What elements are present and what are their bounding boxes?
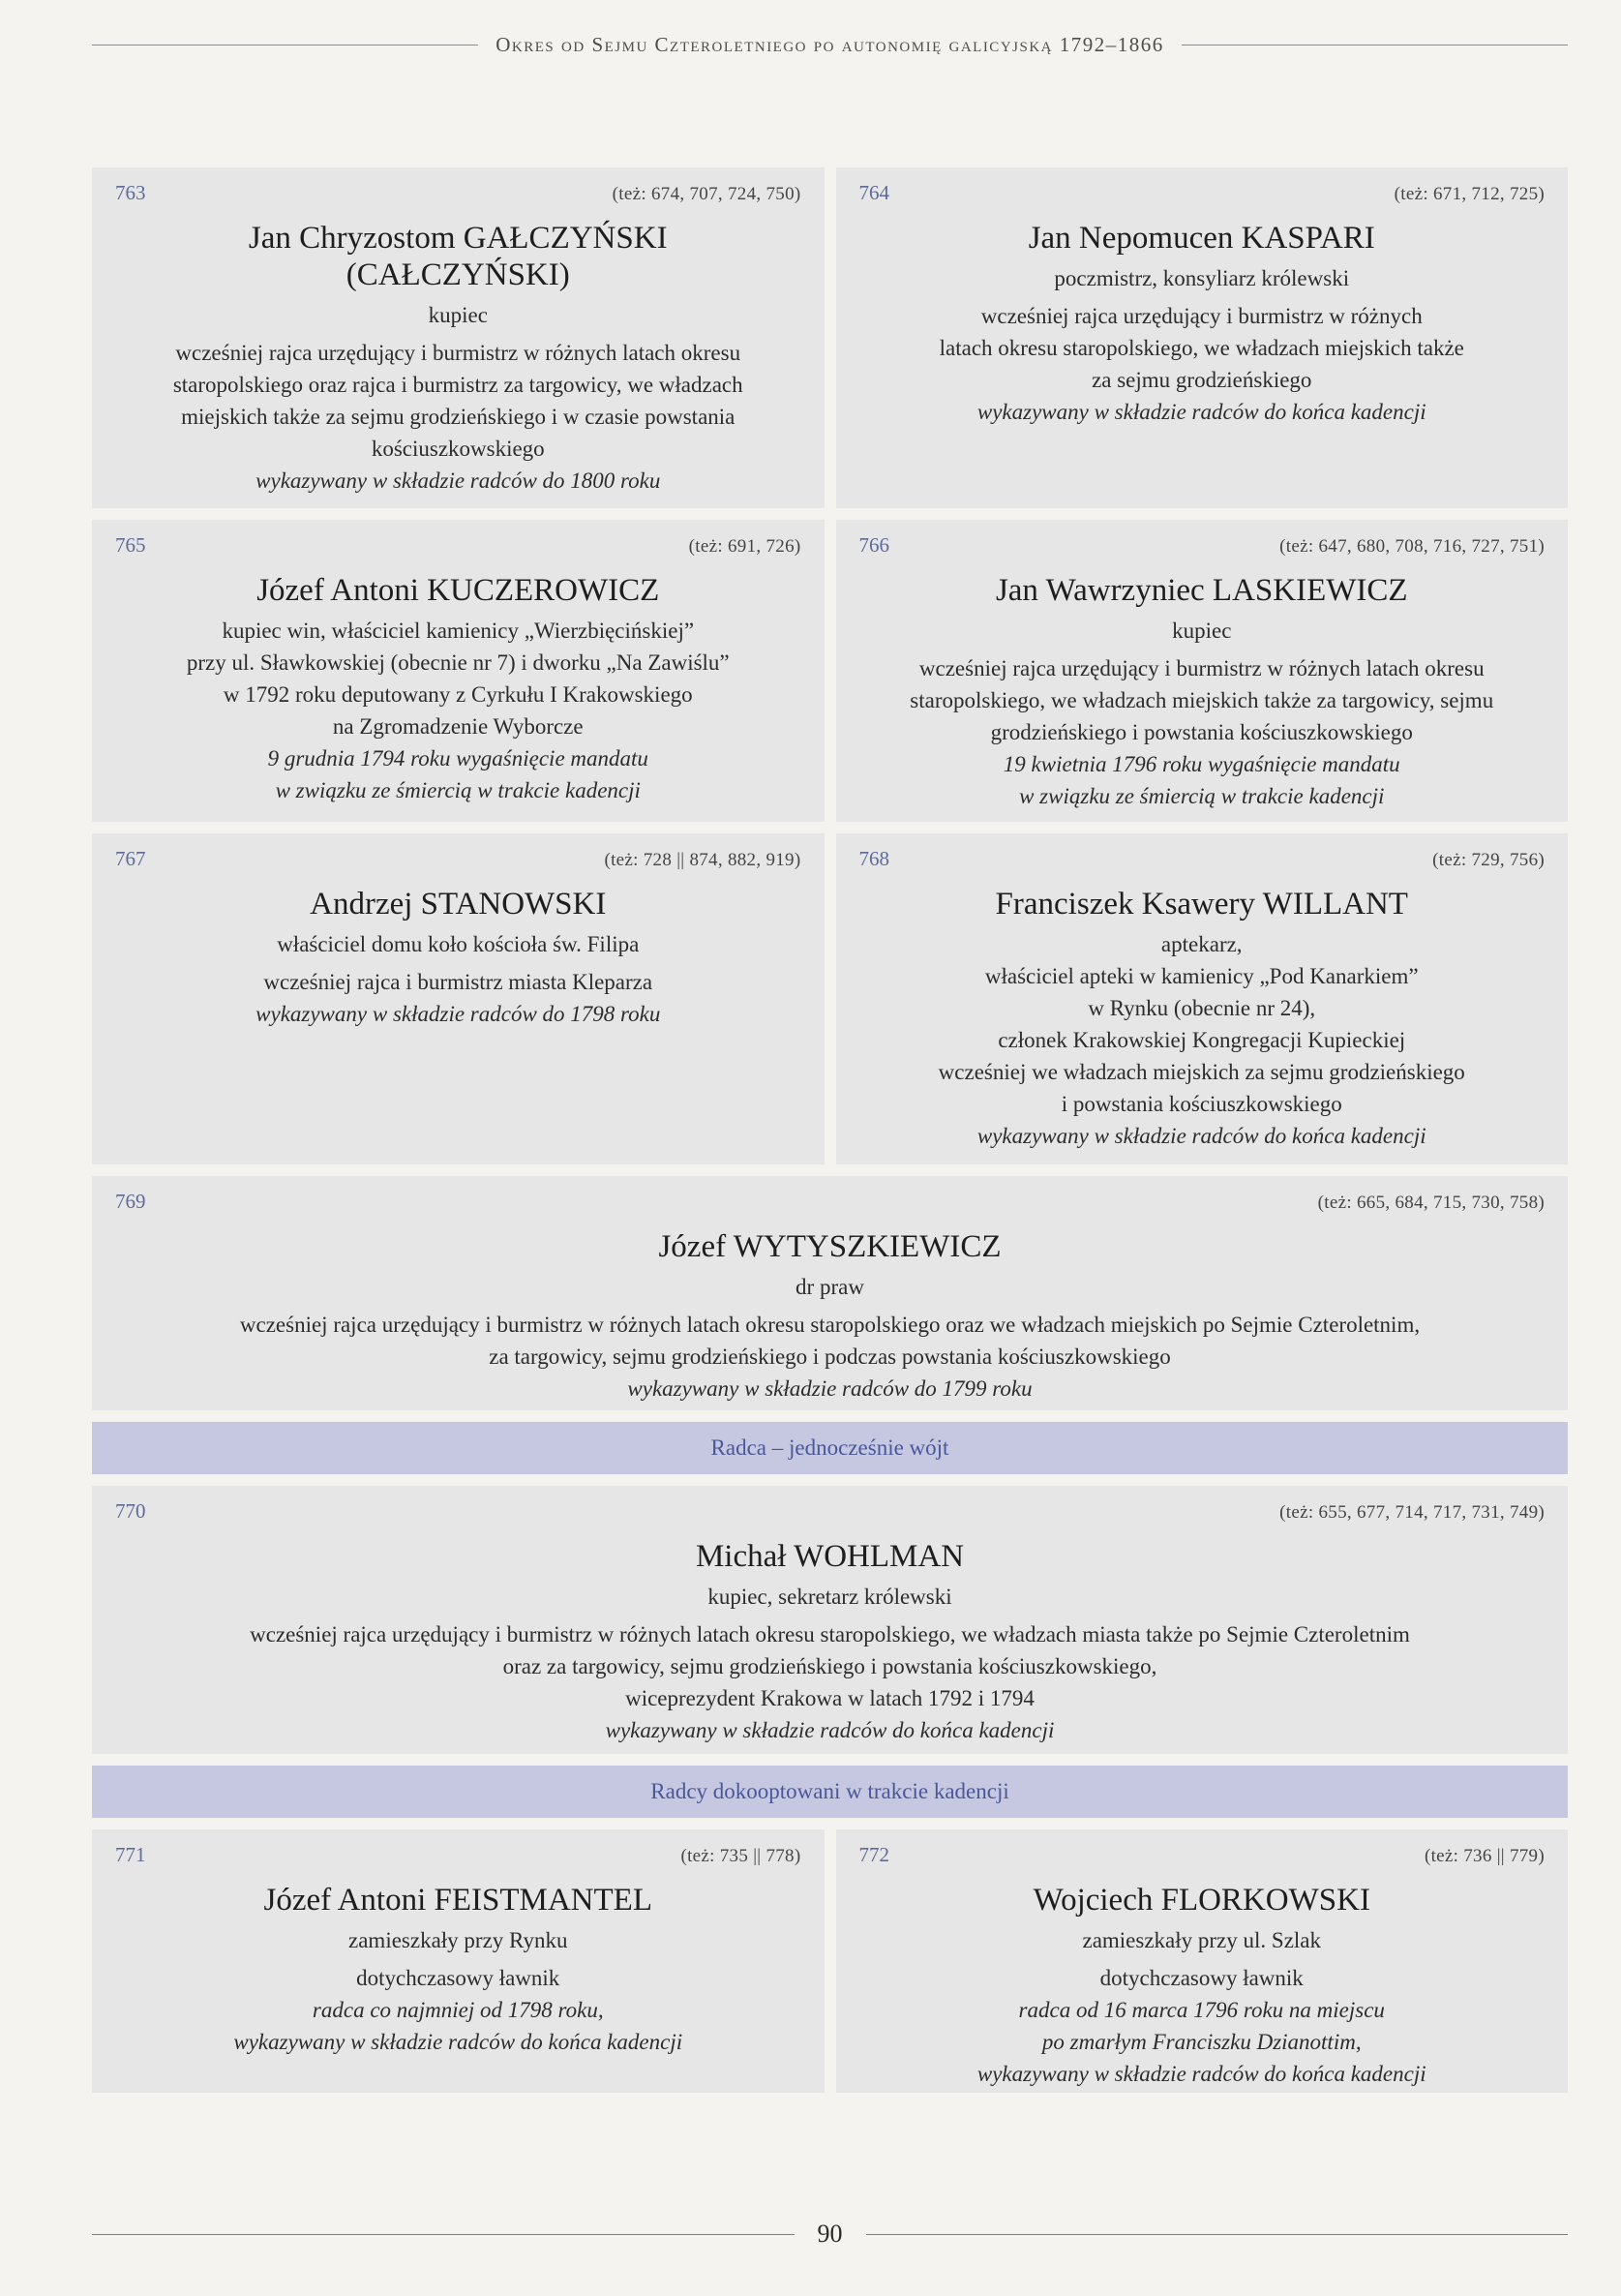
section-heading-coopted: Radcy dokooptowani w trakcie kadencji xyxy=(92,1766,1568,1818)
running-head xyxy=(92,27,1568,62)
career-line: na Zgromadzenie Wyborcze xyxy=(332,714,584,739)
career-line: wcześniej rajca urzędujący i burmistrz w różnych latach okresu xyxy=(918,656,1485,680)
entry-770 xyxy=(92,1486,1568,1754)
career-line: wcześniej rajca urzędujący i burmistrz w różnych latach okresu staropolskiego, we władzach miasta także po Sejmie Czteroletnim xyxy=(250,1622,1410,1646)
career-line: dotychczasowy ławnik xyxy=(1099,1966,1304,1990)
tenure-note: wykazywany w składzie radców do końca kadencji xyxy=(605,1718,1055,1742)
career-line: wcześniej rajca i burmistrz miasta Kleparza xyxy=(263,970,653,994)
career-line: w 1792 roku deputowany z Cyrkułu I Krakowskiego xyxy=(223,682,693,707)
entry-766 xyxy=(836,520,1569,822)
occupation: kupiec xyxy=(1172,619,1232,643)
career-line: grodzieńskiego i powstania kościuszkowskiego xyxy=(990,720,1413,744)
cross-references: (też: 691, 726) xyxy=(688,536,801,557)
career-line: wiceprezydent Krakowa w latach 1792 i 1794 xyxy=(625,1686,1035,1710)
tenure-note: wykazywany w składzie radców do końca kadencji xyxy=(976,2062,1426,2086)
entry-771 xyxy=(92,1829,825,2093)
entry-765 xyxy=(92,520,825,822)
person-name: Wojciech FLORKOWSKI xyxy=(1033,1883,1370,1918)
occupation: członek Krakowskiej Kongregacji Kupieckiej xyxy=(998,1028,1406,1052)
person-name: Jan Wawrzyniec LASKIEWICZ xyxy=(995,573,1408,608)
page-number: 90 xyxy=(817,2220,843,2248)
career-line: wcześniej we władzach miejskich za sejmu grodzieńskiego xyxy=(938,1060,1465,1084)
entry-number: 770 xyxy=(115,1499,146,1523)
entries-list xyxy=(92,167,1568,2104)
entry-763 xyxy=(92,167,825,508)
tenure-note: radca od 16 marca 1796 roku na miejscu xyxy=(1018,1998,1385,2022)
entry-number: 768 xyxy=(858,847,889,870)
occupation: poczmistrz, konsyliarz królewski xyxy=(1054,266,1350,290)
occupation: dr praw xyxy=(795,1275,864,1299)
tenure-note: wykazywany w składzie radców do końca kadencji xyxy=(976,400,1426,424)
mandate-end-reason: w związku ze śmiercią w trakcie kadencji xyxy=(275,778,641,802)
residence: zamieszkały przy ul. Szlak xyxy=(1082,1928,1322,1952)
cross-references: (też: 735 || 778) xyxy=(680,1846,801,1866)
section-heading-mayor: Radca – jednocześnie wójt xyxy=(92,1422,1568,1474)
tenure-note: wykazywany w składzie radców do 1799 roku xyxy=(627,1376,1033,1401)
career-line: staropolskiego, we władzach miejskich także za targowicy, sejmu xyxy=(910,688,1494,712)
career-line: kościuszkowskiego xyxy=(371,437,545,461)
career-line: oraz za targowicy, sejmu grodzieńskiego i powstania kościuszkowskiego, xyxy=(502,1654,1157,1678)
residence: zamieszkały przy Rynku xyxy=(348,1928,568,1952)
career-line: staropolskiego oraz rajca i burmistrz za targowicy, we władzach xyxy=(172,373,743,397)
tenure-note: wykazywany w składzie radców do 1800 roku xyxy=(255,468,661,493)
occupation: w Rynku (obecnie nr 24), xyxy=(1088,996,1316,1020)
entry-number: 765 xyxy=(115,533,146,557)
mandate-end-note: 9 grudnia 1794 roku wygaśnięcie mandatu xyxy=(267,746,648,770)
entry-number: 763 xyxy=(115,181,146,204)
entry-764 xyxy=(836,167,1569,508)
entry-769 xyxy=(92,1176,1568,1410)
occupation: przy ul. Sławkowskiej (obecnie nr 7) i dworku „Na Zawiślu” xyxy=(186,650,730,675)
career-line: miejskich także za sejmu grodzieńskiego i w czasie powstania xyxy=(181,405,735,429)
occupation: kupiec xyxy=(428,303,488,327)
tenure-note: wykazywany w składzie radców do końca kadencji xyxy=(976,1124,1426,1148)
entry-number: 767 xyxy=(115,847,146,870)
occupation: właściciel domu koło kościoła św. Filipa xyxy=(277,932,640,956)
person-name: Józef Antoni FEISTMANTEL xyxy=(263,1883,652,1918)
entry-number: 764 xyxy=(858,181,889,204)
tenure-note: wykazywany w składzie radców do końca kadencji xyxy=(233,2030,683,2054)
cross-references: (też: 729, 756) xyxy=(1432,850,1545,870)
career-line: za sejmu grodzieńskiego xyxy=(1092,368,1312,392)
career-line: wcześniej rajca urzędujący i burmistrz w różnych latach okresu xyxy=(175,341,741,365)
tenure-note: wykazywany w składzie radców do 1798 roku xyxy=(255,1002,661,1026)
entry-number: 772 xyxy=(858,1843,889,1866)
occupation: aptekarz, xyxy=(1160,932,1243,956)
cross-references: (też: 736 || 779) xyxy=(1424,1846,1545,1866)
page-footer xyxy=(92,2217,1568,2251)
career-line: latach okresu staropolskiego, we władzach miejskich także xyxy=(939,336,1464,360)
footer-rule-left xyxy=(92,2234,795,2235)
career-line: za targowicy, sejmu grodzieńskiego i podczas powstania kościuszkowskiego xyxy=(489,1344,1171,1369)
person-name: Jan Chryzostom GAŁCZYŃSKI xyxy=(248,221,668,256)
person-name: Andrzej STANOWSKI xyxy=(310,887,607,921)
person-name: Jan Nepomucen KASPARI xyxy=(1028,221,1375,256)
cross-references: (też: 728 || 874, 882, 919) xyxy=(604,850,801,870)
cross-references: (też: 655, 677, 714, 717, 731, 749) xyxy=(1279,1502,1545,1523)
entry-number: 766 xyxy=(858,533,889,557)
occupation: kupiec, sekretarz królewski xyxy=(707,1585,952,1609)
career-line: dotychczasowy ławnik xyxy=(356,1966,560,1990)
person-alt-name: (CAŁCZYŃSKI) xyxy=(345,257,570,292)
occupation: kupiec win, właściciel kamienicy „Wierzbięcińskiej” xyxy=(222,619,695,643)
person-name: Józef Antoni KUCZEROWICZ xyxy=(256,573,660,608)
person-name: Franciszek Ksawery WILLANT xyxy=(995,887,1408,921)
cross-references: (też: 665, 684, 715, 730, 758) xyxy=(1317,1193,1545,1213)
running-title: Okres od Sejmu Czteroletniego po autonomię galicyjską 1792–1866 xyxy=(495,32,1164,56)
cross-references: (też: 647, 680, 708, 716, 727, 751) xyxy=(1279,536,1545,557)
entry-772 xyxy=(836,1829,1569,2093)
career-line: wcześniej rajca urzędujący i burmistrz w różnych latach okresu staropolskiego oraz we władzach miejskich po Sejmie Czteroletnim, xyxy=(239,1313,1421,1337)
tenure-note: po zmarłym Franciszku Dzianottim, xyxy=(1041,2030,1362,2054)
entry-number: 769 xyxy=(115,1190,146,1213)
career-line: i powstania kościuszkowskiego xyxy=(1061,1092,1342,1116)
person-name: Michał WOHLMAN xyxy=(695,1539,965,1574)
mandate-end-note: 19 kwietnia 1796 roku wygaśnięcie mandatu xyxy=(1003,752,1400,776)
footer-rule-right xyxy=(866,2234,1569,2235)
cross-references: (też: 671, 712, 725) xyxy=(1394,184,1545,204)
career-line: wcześniej rajca urzędujący i burmistrz w różnych xyxy=(980,304,1423,328)
tenure-note: radca co najmniej od 1798 roku, xyxy=(312,1998,604,2022)
entry-number: 771 xyxy=(115,1843,146,1866)
cross-references: (też: 674, 707, 724, 750) xyxy=(612,184,801,204)
occupation: właściciel apteki w kamienicy „Pod Kanarkiem” xyxy=(984,964,1419,988)
mandate-end-reason: w związku ze śmiercią w trakcie kadencji xyxy=(1019,784,1385,808)
entry-768 xyxy=(836,833,1569,1164)
person-name: Józef WYTYSZKIEWICZ xyxy=(658,1229,1002,1264)
entry-767 xyxy=(92,833,825,1164)
